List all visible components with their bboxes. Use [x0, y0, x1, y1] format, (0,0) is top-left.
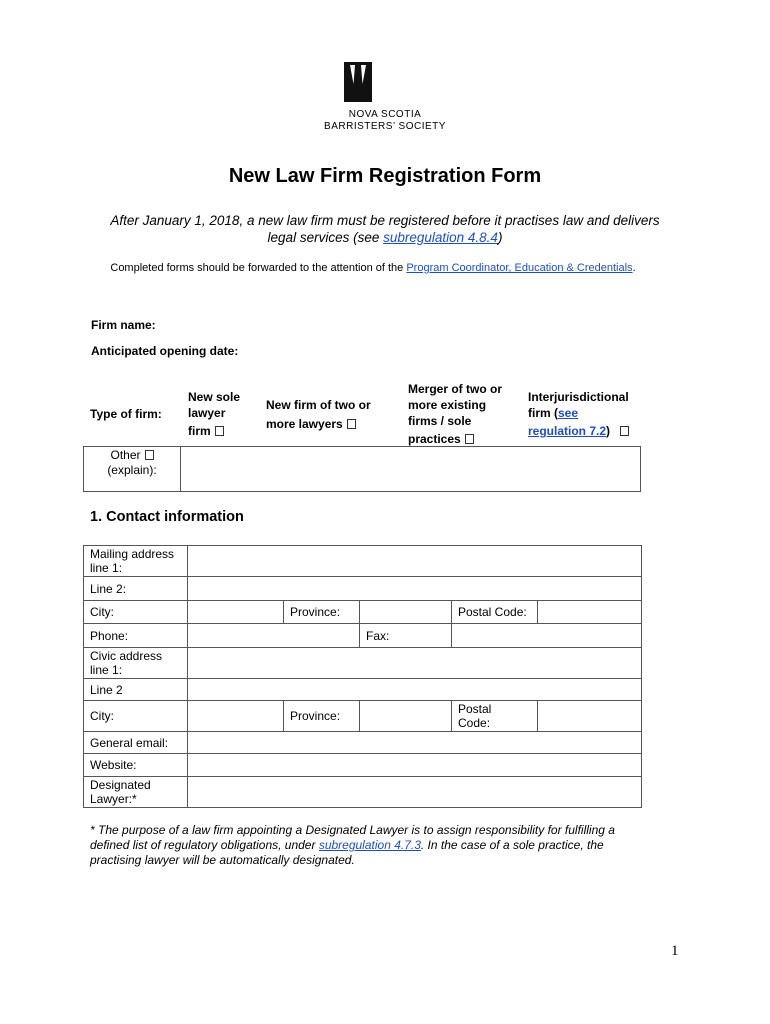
- line2-field[interactable]: [188, 577, 642, 601]
- forward-instructions: [0, 262, 746, 274]
- mailing-address-label: [84, 546, 188, 577]
- program-coordinator-link[interactable]: Program Coordinator, Education & Credentials: [406, 262, 633, 274]
- org-name-line1: NOVA SCOTIA: [348, 109, 422, 120]
- province-label: Province:: [284, 601, 360, 624]
- postal-code-field[interactable]: [538, 601, 642, 624]
- org-name-line2: BARRISTERS’ SOCIETY: [324, 121, 446, 132]
- postal-code2-field[interactable]: [538, 701, 642, 732]
- intro-text: [100, 212, 670, 246]
- option-text: Merger of two or: [408, 382, 503, 396]
- label-text: Civic address: [90, 649, 163, 663]
- option-text: New sole: [188, 390, 241, 404]
- option-text: firms / sole: [408, 414, 472, 428]
- label-text: line 1:: [90, 663, 123, 677]
- other-explain-field[interactable]: [181, 447, 640, 491]
- contact-table: [83, 545, 642, 808]
- option-text: firm (: [528, 406, 558, 420]
- firm-type-new-sole-option[interactable]: [188, 389, 240, 439]
- website-field[interactable]: [188, 754, 642, 777]
- province2-field[interactable]: [360, 701, 452, 732]
- checkbox[interactable]: [215, 426, 224, 436]
- designated-lawyer-label: [84, 777, 188, 808]
- designated-lawyer-field[interactable]: [188, 777, 642, 808]
- province2-label: Province:: [284, 701, 360, 732]
- label-text: Postal: [458, 702, 492, 716]
- city-label: City:: [84, 601, 188, 624]
- label-text: Designated: [90, 778, 151, 792]
- intro-text-end: ): [497, 230, 503, 245]
- civic-address-label: [84, 648, 188, 679]
- forward-text-end: .: [632, 262, 636, 274]
- opening-date-label: Anticipated opening date:: [91, 344, 239, 358]
- firm-type-label: Type of firm:: [90, 407, 162, 421]
- other-label: [84, 448, 180, 478]
- postal-code-label: Postal Code:: [452, 601, 538, 624]
- forward-text-start: Completed forms should be forwarded to the attention of the: [110, 262, 407, 274]
- checkbox[interactable]: [465, 434, 474, 444]
- see-regulation-link[interactable]: see: [558, 406, 579, 420]
- mailing-address-field[interactable]: [188, 546, 642, 577]
- postal-code2-label: [452, 701, 538, 732]
- page-title: New Law Firm Registration Form: [228, 165, 542, 187]
- label-text: Lawyer:*: [90, 792, 137, 806]
- civic-address-field[interactable]: [188, 648, 642, 679]
- line2-label: Line 2:: [84, 577, 188, 601]
- general-email-field[interactable]: [188, 732, 642, 754]
- general-email-label: General email:: [84, 732, 188, 754]
- option-text: more existing: [408, 398, 487, 412]
- fax-label: Fax:: [360, 624, 452, 648]
- website-label: Website:: [84, 754, 188, 777]
- explain-text: (explain):: [107, 463, 157, 477]
- label-text: line 1:: [90, 561, 123, 575]
- phone-field[interactable]: [188, 624, 360, 648]
- designated-lawyer-note: [90, 823, 650, 868]
- option-text: ): [606, 424, 611, 438]
- page-number: 1: [671, 943, 679, 959]
- option-text: lawyer: [188, 406, 226, 420]
- city2-field[interactable]: [188, 701, 284, 732]
- other-firm-type-box: [83, 446, 641, 492]
- note-text-start: * The purpose of a law firm appointing a Designated Lawyer is to assign responsibility for fulfilling a defined list of regulatory obligations, under: [90, 823, 615, 852]
- other-text: Other: [110, 448, 141, 462]
- city2-label: City:: [84, 701, 188, 732]
- option-text: New firm of two or: [266, 398, 371, 412]
- option-text: practices: [408, 432, 461, 446]
- label-text: Mailing address: [90, 547, 175, 561]
- firm-type-merger-option[interactable]: [408, 381, 502, 447]
- label-text: Code:: [458, 716, 491, 730]
- civic-line2-field[interactable]: [188, 679, 642, 701]
- option-text: firm: [188, 424, 211, 438]
- city-field[interactable]: [188, 601, 284, 624]
- checkbox[interactable]: [145, 450, 154, 460]
- phone-label: Phone:: [84, 624, 188, 648]
- intro-text-start: After January 1, 2018, a new law firm must be registered before it practises law and delivers legal services (see: [110, 213, 660, 245]
- contact-heading: 1. Contact information: [90, 509, 244, 525]
- firm-name-label: Firm name:: [91, 318, 156, 332]
- subregulation-4-8-4-link[interactable]: subregulation 4.8.4: [383, 230, 498, 245]
- checkbox[interactable]: [620, 426, 629, 436]
- province-field[interactable]: [360, 601, 452, 624]
- option-text: Interjurisdictional: [528, 390, 629, 404]
- firm-type-interjurisdictional-option[interactable]: [528, 389, 629, 439]
- subregulation-4-7-3-link[interactable]: subregulation 4.7.3: [318, 838, 421, 852]
- firm-type-new-firm-option[interactable]: [266, 397, 371, 432]
- civic-line2-label: Line 2: [84, 679, 188, 701]
- regulation-7-2-link[interactable]: regulation 7.2: [528, 424, 607, 438]
- option-text: more lawyers: [266, 417, 343, 431]
- checkbox[interactable]: [347, 419, 356, 429]
- fax-field[interactable]: [452, 624, 642, 648]
- note-text-end: . In the case of a sole practice, the practising lawyer will be automatically designated.: [90, 838, 604, 867]
- society-logo-icon: [344, 62, 372, 102]
